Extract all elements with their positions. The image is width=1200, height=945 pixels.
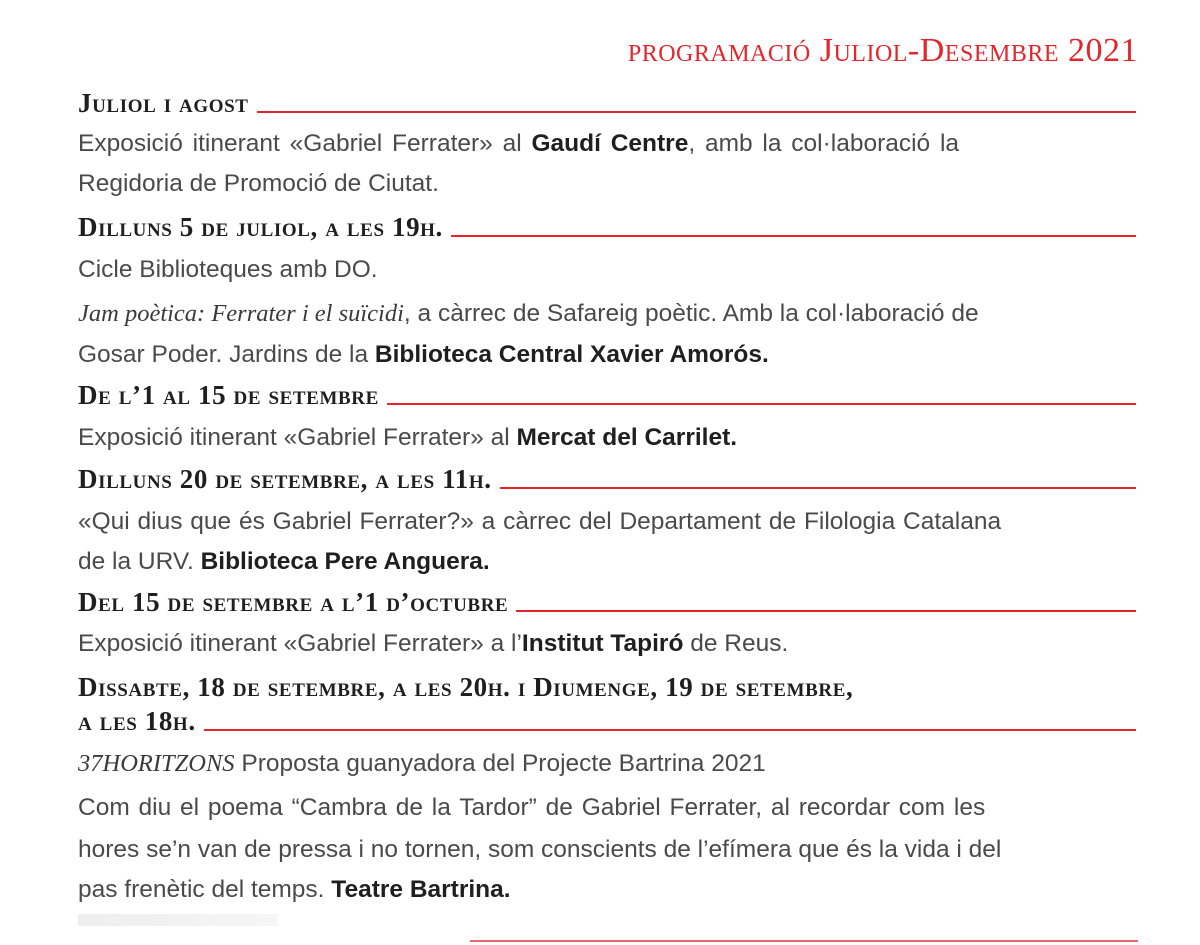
event-text: Com diu el poema “Cambra de la Tardor” de Gabriel Ferrater, al recordar com les [78, 794, 986, 821]
event-heading-text: Dilluns 5 de juliol, a les 19h. [78, 212, 443, 242]
event-heading [78, 672, 1136, 703]
event-heading-text: Juliol i agost [78, 88, 249, 118]
event-text: de la URV. Biblioteca Pere Anguera. [78, 548, 490, 575]
event-heading [78, 587, 1136, 618]
event-text: «Qui dius que és Gabriel Ferrater?» a càrrec del Departament de Filologia Catalana [78, 508, 1002, 535]
event-text: Jam poètica: Ferrater i el suïcidi, a càrrec de Safareig poètic. Amb la col·laboració de [78, 300, 979, 327]
divider [516, 610, 1136, 612]
venue: Biblioteca Central Xavier Amorós. [374, 341, 769, 368]
divider [451, 235, 1136, 237]
event-heading [78, 212, 1136, 243]
event-heading-text: a les 18h. [78, 706, 196, 736]
event-text: Gosar Poder. Jardins de la Biblioteca Central Xavier Amorós. [78, 341, 769, 368]
event-text: Exposició itinerant «Gabriel Ferrater» a l’Institut Tapiró de Reus. [78, 630, 789, 657]
venue: Gaudí Centre [531, 130, 689, 157]
event-text: Regidoria de Promoció de Ciutat. [78, 170, 439, 197]
event-heading-text: Del 15 de setembre a l’1 d’octubre [78, 587, 509, 617]
venue: Institut Tapiró [521, 630, 684, 657]
event-heading-text: Dilluns 20 de setembre, a les 11h. [78, 464, 492, 494]
venue: Teatre Bartrina. [331, 876, 511, 903]
divider [257, 111, 1136, 113]
event-text: Exposició itinerant «Gabriel Ferrater» al Gaudí Centre, amb la col·laboració la [78, 130, 960, 157]
divider [500, 487, 1136, 489]
event-heading-text: Dissabte, 18 de setembre, a les 20h. i Diumenge, 19 de setembre, [78, 672, 854, 702]
event-text: Exposició itinerant «Gabriel Ferrater» al Mercat del Carrilet. [78, 424, 738, 451]
work-title: Jam poètica: Ferrater i el suïcidi [78, 300, 404, 327]
event-heading-text: De l’1 al 15 de setembre [78, 380, 379, 410]
divider [387, 403, 1136, 405]
page-title: programació Juliol-Desembre 2021 [627, 32, 1138, 69]
work-title: 37HORITZONS [78, 750, 235, 777]
event-text: pas frenètic del temps. Teatre Bartrina. [78, 876, 511, 903]
event-heading [78, 380, 1136, 411]
event-heading [78, 706, 1136, 737]
venue: Mercat del Carrilet. [516, 424, 738, 451]
event-heading [78, 464, 1136, 495]
divider [204, 729, 1136, 731]
venue: Biblioteca Pere Anguera. [200, 548, 490, 575]
event-text: Cicle Biblioteques amb DO. [78, 256, 378, 283]
divider [470, 940, 1138, 942]
event-text: hores se’n van de pressa i no tornen, som conscients de l’efímera que és la vida i del [78, 836, 1002, 863]
event-heading [78, 88, 1136, 119]
event-text: 37HORITZONS Proposta guanyadora del Projecte Bartrina 2021 [78, 750, 766, 777]
faded-next-line [78, 914, 278, 926]
